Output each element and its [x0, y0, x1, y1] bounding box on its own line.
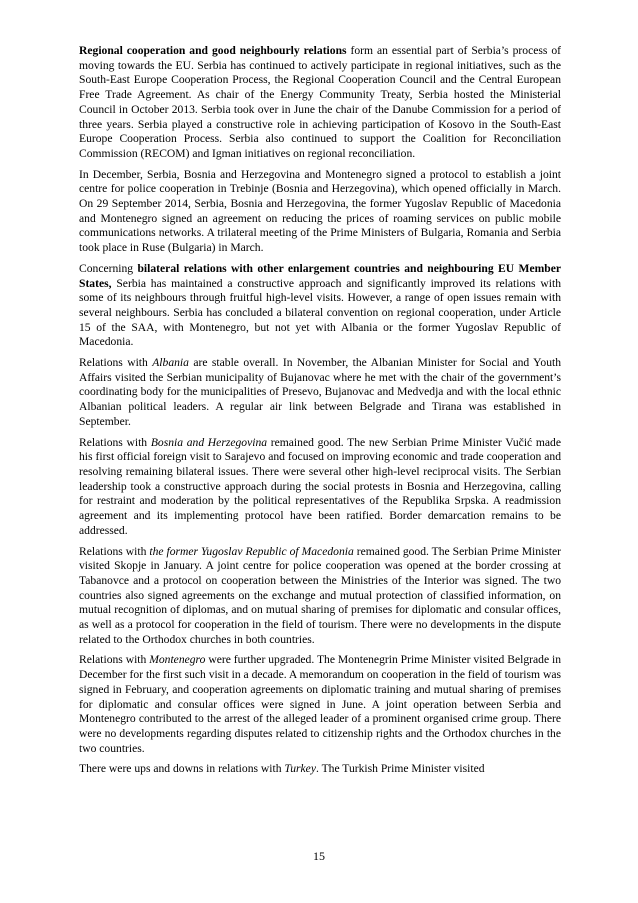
- text: remained good. The Serbian Prime Minister visited Skopje in January. A joint centre for police cooperation was opened at the border crossing at Tabanovce and a protocol on cooperation between the Ministries of the Interior was signed. The two countries also signed agreements on the exchange and mutual protection of classified information, on mutual recognition of diplomas, and on mutual sharing of premises for diplomatic and consular offices, as well as a protocol for cooperation in the field of tourism. There were no developments in the dispute related to the Orthodox churches in both countries.: [79, 544, 562, 646]
- document-page: [79, 44, 561, 783]
- paragraph-trebinje-centre: [79, 168, 561, 256]
- text: Relations with: [79, 544, 150, 558]
- text: Serbia has maintained a constructive approach and significantly improved its relations with some of its neighbours through fruitful high-level visits. However, a range of open issues remain with several neighbours. Serbia has concluded a bilateral convention on regional cooperation, under Article 15 of the SAA, with Montenegro, but not yet with Albania or the former Yugoslav Republic of Macedonia.: [79, 276, 561, 349]
- text: Relations with: [79, 435, 151, 449]
- heading-regional-cooperation: Regional cooperation and good neighbourly relations: [79, 44, 347, 57]
- text: are stable overall. In November, the Albanian Minister for Social and Youth Affairs visited the Serbian municipality of Bujanovac where he met with the chair of the government’s coordinating body for the municipalities of Presevo, Bujanovac and Medvedja and with the local ethnic Albanian political leaders. A regular air link between Belgrade and Tirana was established in September.: [79, 356, 562, 428]
- text: form an essential part of Serbia’s process of moving towards the EU. Serbia has continued to actively participate in regional initiatives, such as the South-East Europe Cooperation Process, the Regional Cooperation Council and the Central European Free Trade Agreement. As chair of the Energy Community Treaty, Serbia hosted the Ministerial Council in October 2013. Serbia took over in June the chair of the Danube Commission for a period of three years. Serbia played a constructive role in achieving participation of Kosovo in the South-East Europe Cooperation Process. Serbia also continued to support the Coalition for Reconciliation Commission (RECOM) and Igman initiatives on regional reconciliation.: [79, 44, 561, 160]
- text: In December, Serbia, Bosnia and Herzegovina and Montenegro signed a protocol to establish a joint centre for police cooperation in Trebinje (Bosnia and Herzegovina), which opened officially in March. On 29 September 2014, Serbia, Bosnia and Herzegovina, the former Yugoslav Republic of Macedonia and Montenegro signed an agreement on reducing the prices of roaming services on public mobile communications networks. A trilateral meeting of the Prime Ministers of Bulgaria, Romania and Serbia took place in Ruse (Bulgaria) in March.: [79, 167, 561, 255]
- paragraph-albania: [79, 356, 561, 430]
- text: Relations with: [79, 356, 153, 370]
- heading-bilateral-relations: bilateral relations with other enlargement countries and neighbouring EU Member States,: [79, 261, 561, 290]
- country-bosnia: Bosnia and Herzegovina: [150, 435, 268, 449]
- text: Relations with: [79, 653, 150, 667]
- country-albania: Albania: [152, 356, 189, 370]
- text: There were ups and downs in relations with: [79, 762, 285, 776]
- country-macedonia: the former Yugoslav Republic of Macedonia: [149, 544, 354, 558]
- paragraph-turkey: [79, 762, 561, 777]
- text: Concerning: [79, 261, 138, 275]
- paragraph-bosnia: [79, 436, 561, 539]
- country-turkey: Turkey: [284, 762, 316, 776]
- paragraph-bilateral-relations: [79, 262, 561, 350]
- text: . The Turkish Prime Minister visited: [315, 762, 485, 776]
- country-montenegro: Montenegro: [149, 653, 206, 667]
- page-number: 15: [313, 849, 325, 863]
- paragraph-macedonia: [79, 545, 561, 648]
- paragraph-regional-cooperation: [79, 44, 561, 162]
- paragraph-montenegro: [79, 653, 561, 756]
- text: remained good. The new Serbian Prime Minister Vučić made his first official foreign visit to Sarajevo and focused on improving economic and trade cooperation and resolving remaining bilateral issues. There were several other high-level reciprocal visits. The Serbian leadership took a constructive approach during the social protests in Bosnia and Herzegovina, calling for restraint and moderation by the political representatives of the Republika Srpska. A readmission agreement and its implementing protocol have been ratified. Border demarcation remains to be addressed.: [79, 435, 562, 537]
- text: were further upgraded. The Montenegrin Prime Minister visited Belgrade in December for the first such visit in a decade. A memorandum on cooperation in the field of tourism was signed in February, and cooperation agreements on diplomatic training and mutual sharing of premises for diplomatic and consular offices were signed in June. A joint operation between Serbia and Montenegro contributed to the arrest of the alleged leader of a prominent organised crime group. There were no developments regarding disputes related to citizenship rights and the Orthodox churches in the two countries.: [79, 653, 562, 755]
